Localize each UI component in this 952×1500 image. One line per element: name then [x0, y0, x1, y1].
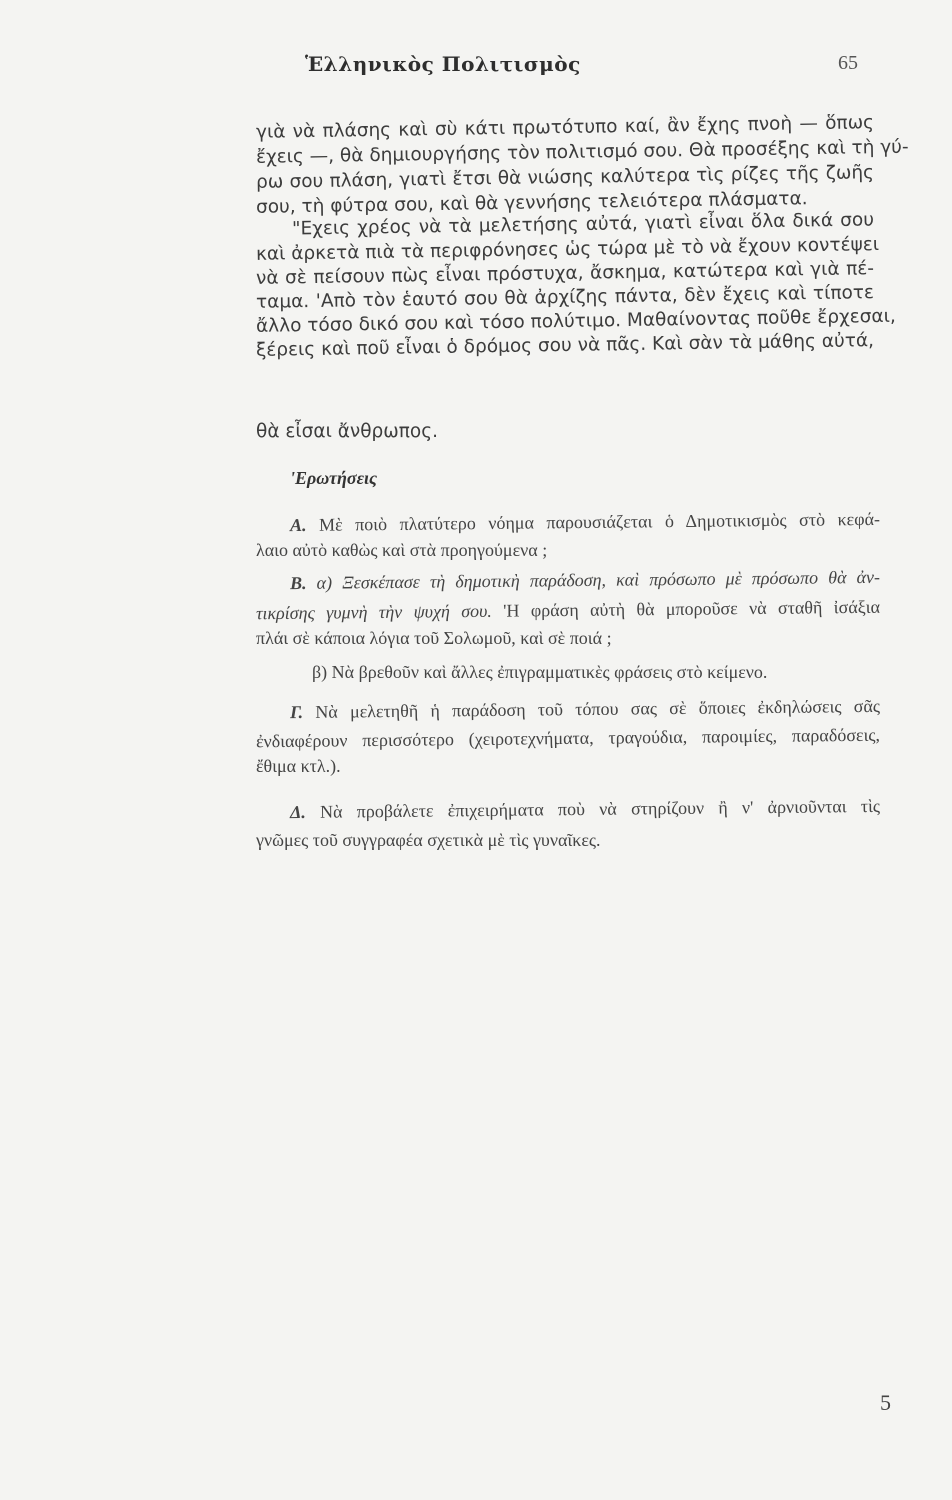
question-b-line [256, 595, 880, 626]
question-b-text: 'Η φράση αὐτὴ θὰ μποροῦσε νὰ σταθῆ ἰσάξια [491, 596, 881, 621]
running-header-title: Ἑλληνικὸς Πολιτισμὸς [305, 52, 581, 76]
body-line: ἄλλο τόσο δικό σου καὶ τόσο πολύτιμο. Μαθαίνοντας ποῦθε ἔρχεσαι, [255, 305, 896, 337]
question-a-line [290, 507, 880, 537]
body-line: ξέρεις καὶ ποῦ εἶναι ὁ δρόμος σου νὰ πᾶς. Καὶ σὰν τὰ μάθης αὐτά, [255, 330, 875, 361]
question-c-line: ἐνδιαφέρουν περισσότερο (χειροτεχνήματα, τραγούδια, παροιμίες, παραδόσεις, [255, 724, 881, 752]
page-number: 65 [838, 52, 858, 74]
question-b-text: α) Ξεσκέπασε τὴ δημοτικὴ παράδοση, καὶ πρόσωπο μὲ πρόσωπο θὰ ἀν- [316, 566, 881, 593]
question-a-text: Μὲ ποιὸ πλατύτερο νόημα παρουσιάζεται ὁ Δημοτικισμὸς στὸ κεφά- [318, 508, 881, 535]
signature-mark: 5 [880, 1390, 891, 1415]
questions-heading: 'Ερωτήσεις [290, 468, 378, 488]
question-b-line: πλάι σὲ κάποια λόγια τοῦ Σολωμοῦ, καὶ σὲ ποιά ; [256, 628, 612, 648]
body-line: ταμα. 'Απὸ τὸν ἑαυτό σου θὰ ἀρχίζης πάντα, δὲν ἔχεις καὶ τίποτε [255, 282, 875, 313]
body-line: θὰ εἶσαι ἄνθρωπος. [256, 421, 438, 442]
question-c-text: Νὰ μελετηθῆ ἡ παράδοση τοῦ τόπου σας σὲ ὅποιες ἐκδηλώσεις σᾶς [315, 695, 881, 722]
body-line: ρω σου πλάση, γιατὶ ἔτσι θὰ νιώσης καλύτερα τὶς ρίζες τῆς ζωῆς [255, 162, 875, 193]
question-d-line [290, 794, 880, 824]
question-a-line: λαιο αὐτὸ καθὼς καὶ στὰ προηγούμενα ; [256, 540, 548, 560]
body-line: γιὰ νὰ πλάσης καὶ σὺ κάτι πρωτότυπο καί, ἂν ἔχης πνοὴ — ὅπως [255, 112, 875, 143]
body-line: "Εχεις χρέος νὰ τὰ μελετήσης αὐτά, γιατὶ εἶναι ὅλα δικά σου [291, 209, 875, 240]
question-d-line: γνῶμες τοῦ συγγραφέα σχετικὰ μὲ τὶς γυναῖκες. [256, 830, 601, 850]
body-line: ἔχεις —, θὰ δημιουργήσης τὸν πολιτισμό σου. Θὰ προσέξης καὶ τὴ γύ- [255, 136, 909, 168]
question-c-line [290, 694, 880, 724]
question-a-label: Α. [289, 514, 307, 536]
question-c-line: ἔθιμα κτλ.). [256, 756, 341, 776]
question-b-label: Β. [289, 572, 307, 594]
question-b-line [290, 565, 880, 595]
question-b-line: β) Νὰ βρεθοῦν καὶ ἄλλες ἐπιγραμματικὲς φράσεις στὸ κείμενο. [312, 662, 768, 682]
question-d-label: Δ. [289, 801, 306, 823]
body-line: σου, τὴ φύτρα σου, καὶ θὰ γεννήσης τελειότερα πλάσματα. [255, 188, 808, 218]
question-b-quote: τικρίσης γυμνὴ τὴν ψυχή σου. [255, 600, 492, 624]
question-d-text: Νὰ προβάλετε ἐπιχειρήματα ποὺ νὰ στηρίζουν ἢ ν' ἀρνιοῦνται τὶς [319, 795, 881, 822]
question-c-label: Γ. [289, 701, 304, 723]
body-line: καὶ ἀρκετὰ πιὰ τὰ περιφρόνησες ὡς τώρα μὲ τὸ νὰ ἔχουν κοντέψει [255, 234, 880, 265]
body-line: νὰ σὲ πείσουν πὼς εἶναι πρόστυχα, ἄσκημα, κατώτερα καὶ γιὰ πέ- [255, 258, 875, 289]
